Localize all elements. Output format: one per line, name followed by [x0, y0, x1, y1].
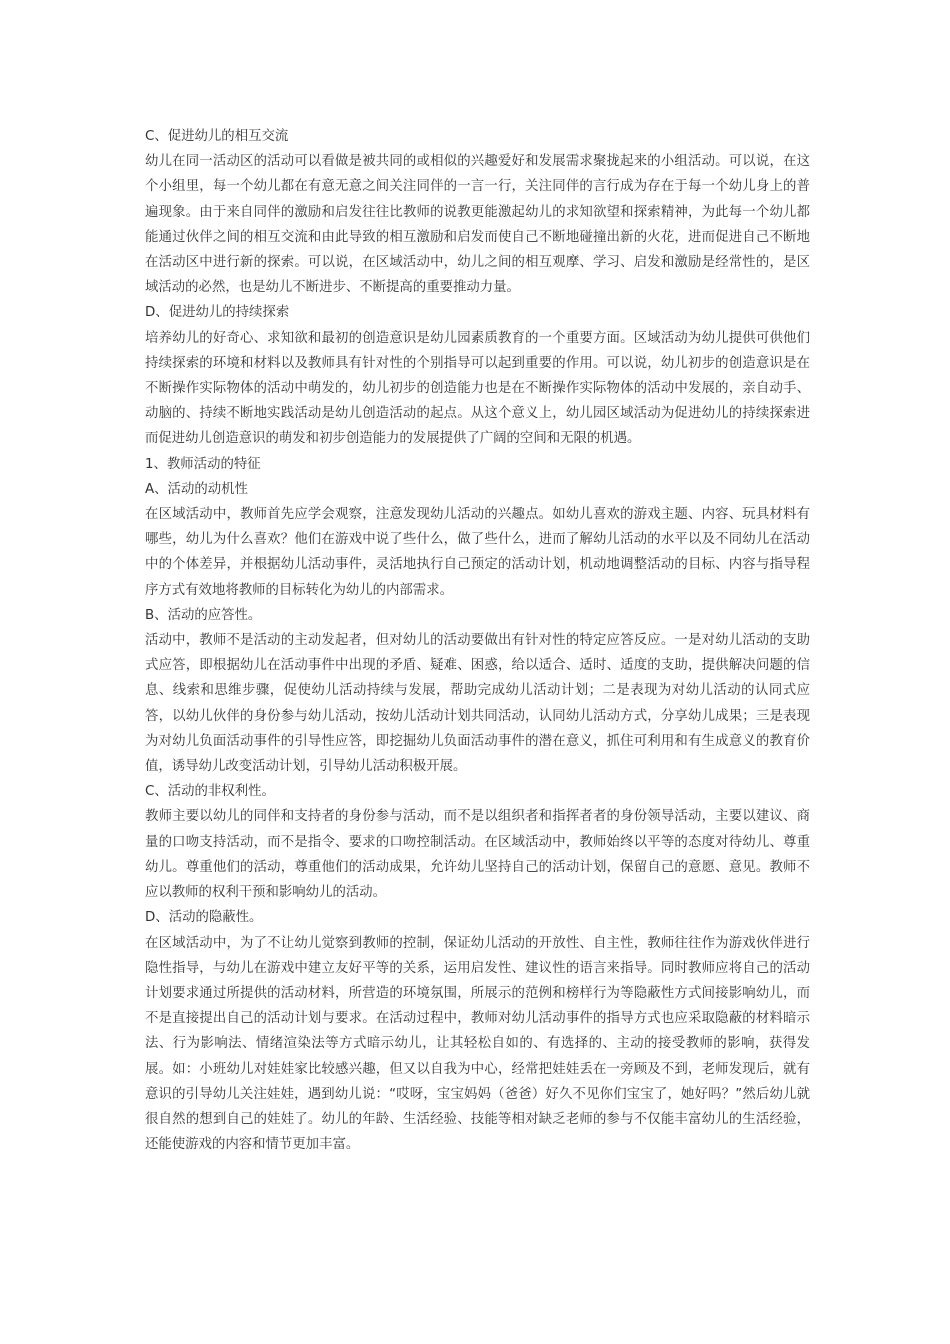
section-heading-a-motivation: A、活动的动机性 — [145, 481, 248, 497]
paragraph-exploration: 培养幼儿的好奇心、求知欲和最初的创造意识是幼儿园素质教育的一个重要方面。区域活动为幼儿提供可供他们持续探索的环境和材料以及教师具有针对性的个别指导可以起到重要的作用。可以说，幼儿初步的创造意识是在不断操作实际物体的活动中萌发的，幼儿初步的创造能力也是在不断操作实际物体的活动中发展的，亲自动手、动脑的、持续不断地实践活动是幼儿创造活动的起点。从这个意义上，幼儿园区域活动为促进幼儿的持续探索进而促进幼儿创造意识的萌发和初步创造能力的发展提供了广阔的空间和无限的机遇。 — [145, 330, 810, 447]
paragraph-motivation: 在区域活动中，教师首先应学会观察，注意发现幼儿活动的兴趣点。如幼儿喜欢的游戏主题、内容、玩具材料有哪些，幼儿为什么喜欢？他们在游戏中说了些什么，做了些什么，进而了解幼儿活动的水平以及不同幼儿在活动中的个体差异，并根据幼儿活动事件，灵活地执行自己预定的活动计划，机动地调整活动的目标、内容与指导程序方式有效地将教师的目标转化为幼儿的内部需求。 — [145, 507, 810, 598]
section-heading-c-non-authority: C、活动的非权利性。 — [145, 784, 275, 800]
section-heading-d-concealment: D、活动的隐蔽性。 — [145, 910, 263, 926]
paragraph-non-authority: 教师主要以幼儿的同伴和支持者的身份参与活动，而不是以组织者和指挥者者的身份领导活动，主要以建议、商量的口吻支持活动，而不是指令、要求的口吻控制活动。在区域活动中，教师始终以平等的态度对待幼儿、尊重幼儿。尊重他们的活动，尊重他们的活动成果，允许幼儿坚持自己的活动计划，保留自己的意愿、意见。教师不应以教师的权利干预和影响幼儿的活动。 — [145, 809, 810, 901]
section-heading-teacher-features: 1、教师活动的特征 — [145, 456, 261, 472]
section-heading-c-interaction: C、促进幼儿的相互交流 — [145, 129, 289, 144]
section-heading-b-responsiveness: B、活动的应答性。 — [145, 607, 262, 623]
paragraph-responsiveness: 活动中，教师不是活动的主动发起者，但对幼儿的活动要做出有针对性的特定应答反应。一是对幼儿活动的支助式应答，即根据幼儿在活动事件中出现的矛盾、疑难、困惑，给以适合、适时、适度的支助，提供解决问题的信息、线索和思维步骤，促使幼儿活动持续与发展，帮助完成幼儿活动计划；二是表现为对幼儿活动的认同式应答，以幼儿伙伴的身份参与幼儿活动，按幼儿活动计划共同活动，认同幼儿活动方式，分享幼儿成果；三是表现为对幼儿负面活动事件的引导性应答，即挖掘幼儿负面活动事件的潜在意义，抓住可利用和有生成意义的教育价值，诱导幼儿改变活动计划，引导幼儿活动积极开展。 — [145, 633, 810, 775]
document-body — [145, 124, 810, 1157]
section-heading-d-exploration: D、促进幼儿的持续探索 — [145, 305, 290, 321]
paragraph-concealment: 在区域活动中，为了不让幼儿觉察到教师的控制，保证幼儿活动的开放性、自主性，教师往往作为游戏伙伴进行隐性指导，与幼儿在游戏中建立友好平等的关系，运用启发性、建议性的语言来指导。同时教师应将自己的活动计划要求通过所提供的活动材料，所营造的环境氛围，所展示的范例和榜样行为等隐蔽性方式间接影响幼儿，而不是直接提出自己的活动计划与要求。在活动过程中，教师对幼儿活动事件的指导方式也应采取隐蔽的材料暗示法、行为影响法、情绪渲染法等方式暗示幼儿，让其轻松自如的、有选择的、主动的接受教师的影响，获得发展。如：小班幼儿对娃娃家比较感兴趣，但又以自我为中心，经常把娃娃丢在一旁顾及不到，老师发现后，就有意识的引导幼儿关注娃娃，遇到幼儿说：“哎呀，宝宝妈妈（爸爸）好久不见你们宝宝了，她好吗？”然后幼儿就很自然的想到自己的娃娃了。幼儿的年龄、生活经验、技能等相对缺乏老师的参与不仅能丰富幼儿的生活经验，还能使游戏的内容和情节更加丰富。 — [145, 935, 810, 1153]
paragraph-interaction: 幼儿在同一活动区的活动可以看做是被共同的或相似的兴趣爱好和发展需求聚拢起来的小组活动。可以说，在这个小组里，每一个幼儿都在有意无意之间关注同伴的一言一行，关注同伴的言行成为存在于每一个幼儿身上的普遍现象。由于来自同伴的激励和启发往往比教师的说教更能激起幼儿的求知欲望和探索精神，为此每一个幼儿都能通过伙伴之间的相互交流和由此导致的相互激励和启发而使自己不断地碰撞出新的火花，进而促进自己不断地在活动区中进行新的探索。可以说，在区域活动中，幼儿之间的相互观摩、学习、启发和激励是经常性的，是区域活动的必然，也是幼儿不断进步、不断提高的重要推动力量。 — [145, 154, 810, 296]
